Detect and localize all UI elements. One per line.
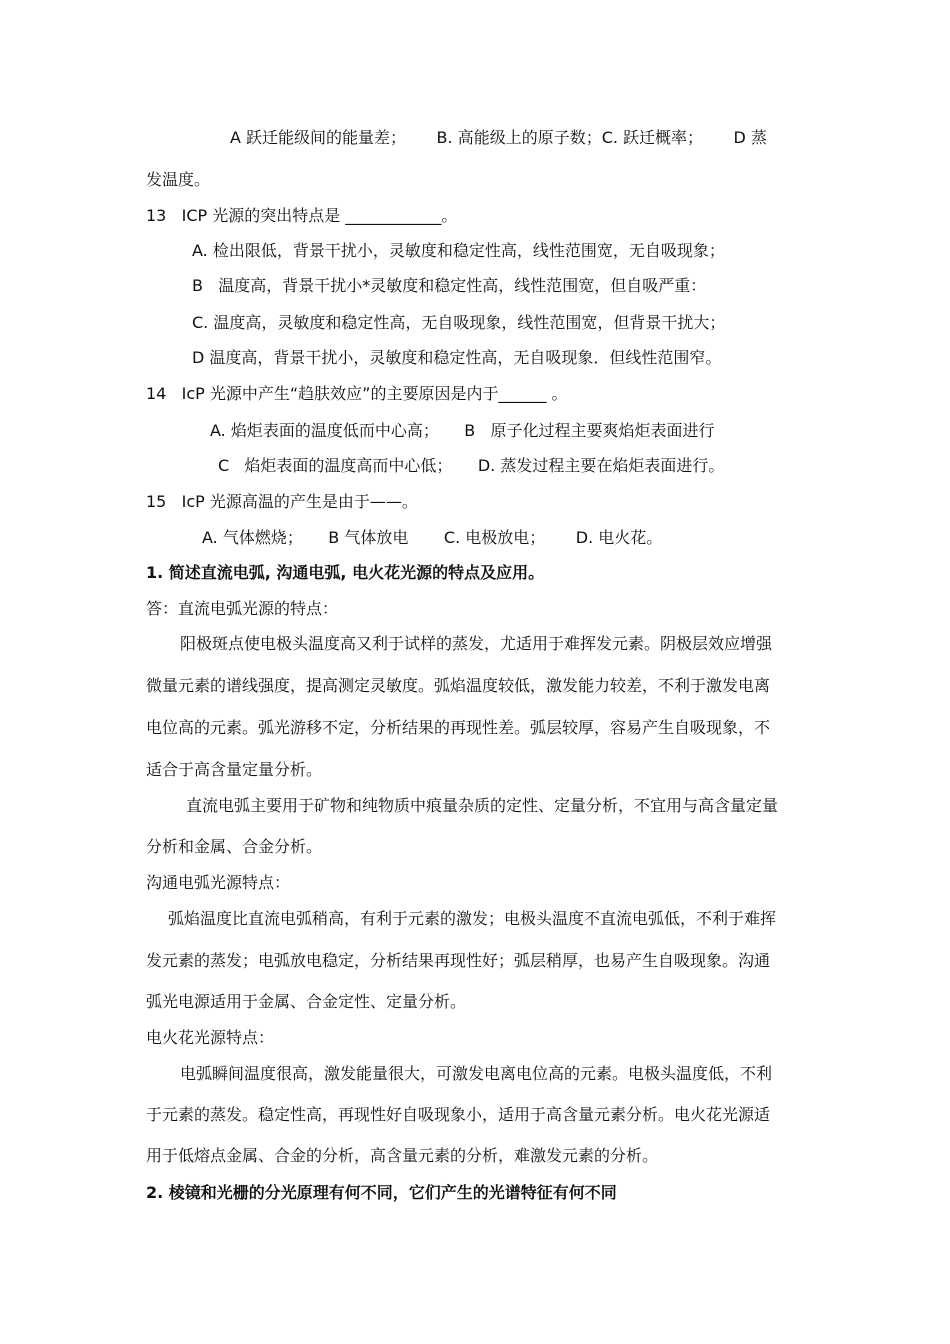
section2-title: 2. 棱镜和光栅的分光原理有何不同，它们产生的光谱特征有何不同 [146, 1183, 617, 1202]
q14-stem: 14 IcP 光源中产生“趋肤效应”的主要原因是内于______ 。 [146, 384, 568, 403]
q15-stem: 15 IcP 光源高温的产生是由于——。 [146, 492, 418, 511]
q12-options-cont: 发温度。 [146, 170, 211, 189]
dc-para1-line: 适合于高含量定量分析。 [146, 760, 323, 779]
ac-para-line: 弧焰温度比直流电弧稍高，有利于元素的激发；电极头温度不直流电弧低，不利于难挥 [168, 909, 777, 928]
spark-para-line: 用于低熔点金属、合金的分析，高含量元素的分析，难激发元素的分析。 [146, 1146, 659, 1165]
q13-option-d: D 温度高，背景干扰小，灵敏度和稳定性高，无自吸现象．但线性范围窄。 [192, 348, 722, 367]
q13-stem: 13 ICP 光源的突出特点是 ____________。 [146, 206, 458, 225]
q14-options-cd: C 焰炬表面的温度高而中心低； D. 蒸发过程主要在焰炬表面进行。 [218, 456, 725, 475]
q15-options: A. 气体燃烧； B 气体放电 C. 电极放电； D. 电火花。 [202, 528, 663, 547]
dc-para1-line: 微量元素的谱线强度，提高测定灵敏度。弧焰温度较低，激发能力较差，不利于激发电离 [146, 676, 771, 695]
spark-title: 电火花光源特点： [146, 1028, 275, 1047]
ac-para-line: 弧光电源适用于金属、合金定性、定量分析。 [146, 992, 467, 1011]
q13-option-b: B 温度高，背景干扰小*灵敏度和稳定性高，线性范围宽，但自吸严重： [192, 276, 707, 295]
q14-options-ab: A. 焰炬表面的温度低而中心高； B 原子化过程主要爽焰炬表面进行 [210, 421, 715, 440]
ac-para-line: 发元素的蒸发；电弧放电稳定，分析结果再现性好；弧层稍厚，也易产生自吸现象。沟通 [146, 951, 771, 970]
spark-para-line: 于元素的蒸发。稳定性高，再现性好自吸现象小，适用于高含量元素分析。电火花光源适 [146, 1105, 771, 1124]
dc-para1-line: 阳极斑点使电极头温度高又利于试样的蒸发，尤适用于难挥发元素。阴极层效应增强 [180, 634, 773, 653]
q13-option-a: A. 检出限低，背景干扰小，灵敏度和稳定性高，线性范围宽，无自吸现象； [192, 241, 725, 260]
dc-para2-line: 直流电弧主要用于矿物和纯物质中痕量杂质的定性、定量分析，不宜用与高含量定量 [186, 796, 779, 815]
spark-para-line: 电弧瞬间温度很高，激发能量很大，可激发电离电位高的元素。电极头温度低，不利 [180, 1064, 773, 1083]
dc-para2-line: 分析和金属、合金分析。 [146, 837, 323, 856]
q12-options: A 跃迁能级间的能量差； B. 高能级上的原子数；C. 跃迁概率； D 蒸 [230, 128, 767, 147]
dc-para1-line: 电位高的元素。弧光游移不定，分析结果的再现性差。弧层较厚，容易产生自吸现象，不 [146, 718, 771, 737]
ac-title: 沟通电弧光源特点： [146, 873, 291, 892]
answer-label: 答：直流电弧光源的特点： [146, 599, 339, 618]
q13-option-c: C. 温度高，灵敏度和稳定性高，无自吸现象，线性范围宽，但背景干扰大； [192, 313, 726, 332]
section1-title: 1. 简述直流电弧, 沟通电弧, 电火花光源的特点及应用。 [146, 563, 545, 582]
